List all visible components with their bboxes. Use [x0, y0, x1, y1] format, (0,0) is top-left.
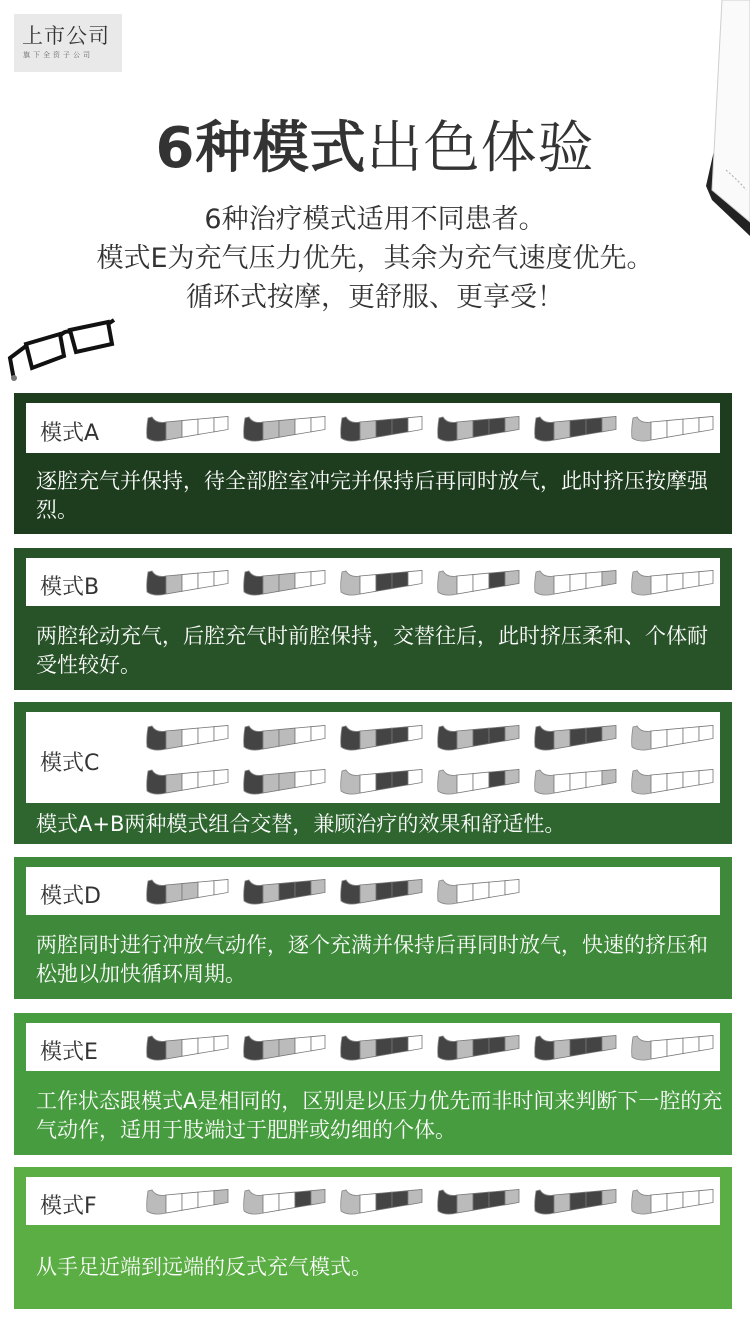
leg-chamber-segment: [489, 418, 505, 435]
leg-chamber-segment: [360, 730, 376, 749]
leg-chamber-segment: [392, 727, 408, 744]
mode-label: 模式C: [40, 751, 100, 776]
leg-icon: [435, 1033, 521, 1063]
mode-card-d: [14, 857, 732, 999]
leg-chamber-segment: [699, 725, 713, 740]
leg-chamber-segment: [376, 728, 392, 746]
leg-chamber-segment: [182, 573, 198, 591]
leg-chamber-segment: [376, 882, 392, 900]
leg-foot-segment: [632, 1190, 651, 1214]
leg-foot-segment: [535, 417, 554, 441]
leg-chamber-segment: [198, 418, 214, 435]
leg-foot-segment: [632, 770, 651, 794]
leg-chamber-segment: [360, 575, 376, 594]
leg-chamber-segment: [651, 575, 667, 594]
leg-chamber-segment: [554, 1194, 570, 1213]
leg-chamber-segment: [360, 884, 376, 903]
leg-icon: [532, 414, 618, 444]
leg-chamber-segment: [473, 882, 489, 900]
leg-chamber-segment: [360, 774, 376, 793]
leg-chamber-segment: [505, 1035, 519, 1050]
leg-chamber-segment: [182, 882, 198, 900]
mode-description: 模式A+B两种模式组合交替，兼顾治疗的效果和舒适性。: [36, 812, 566, 836]
leg-chamber-segment: [651, 421, 667, 440]
mode-description: 逐腔充气并保持，待全部腔室冲完并保持后再同时放气，此时挤压按摩强烈。: [36, 469, 708, 522]
leg-foot-segment: [535, 1190, 554, 1214]
leg-foot-segment: [341, 880, 360, 904]
page-title-bold: 6种模式: [155, 116, 367, 181]
leg-icon: [629, 414, 715, 444]
leg-chamber-segment: [311, 416, 325, 431]
leg-chamber-segment: [683, 572, 699, 589]
leg-foot-segment: [244, 770, 263, 794]
leg-chamber-segment: [473, 1192, 489, 1210]
leg-foot-segment: [341, 417, 360, 441]
leg-chamber-segment: [392, 881, 408, 898]
leg-foot-segment: [535, 726, 554, 750]
leg-icon: [241, 1033, 327, 1063]
leg-foot-segment: [147, 880, 166, 904]
leg-chamber-segment: [295, 881, 311, 898]
leg-foot-segment: [438, 417, 457, 441]
leg-chamber-segment: [295, 727, 311, 744]
leg-chamber-segment: [198, 881, 214, 898]
leg-chamber-segment: [667, 573, 683, 591]
leg-chamber-segment: [602, 1035, 616, 1050]
leg-chamber-segment: [263, 575, 279, 594]
leg-foot-segment: [438, 571, 457, 595]
leg-icon: [338, 568, 424, 598]
leg-foot-segment: [147, 726, 166, 750]
leg-foot-segment: [244, 417, 263, 441]
leg-chamber-segment: [263, 730, 279, 749]
leg-chamber-segment: [166, 421, 182, 440]
leg-chamber-segment: [570, 728, 586, 746]
leg-chamber-segment: [376, 1038, 392, 1056]
page-title-rest: 出色体验: [366, 116, 595, 181]
leg-icon: [241, 767, 327, 797]
leg-foot-segment: [341, 770, 360, 794]
leg-chamber-segment: [554, 421, 570, 440]
leg-chamber-segment: [505, 416, 519, 431]
leg-chamber-segment: [699, 570, 713, 585]
leg-chamber-segment: [311, 769, 325, 784]
leg-chamber-segment: [182, 772, 198, 790]
leg-foot-segment: [147, 571, 166, 595]
leg-chamber-segment: [166, 1040, 182, 1059]
leg-icon: [338, 1187, 424, 1217]
leg-chamber-segment: [408, 416, 422, 431]
leg-chamber-segment: [473, 419, 489, 437]
leg-chamber-segment: [263, 421, 279, 440]
leg-foot-segment: [341, 1190, 360, 1214]
mode-label: 模式E: [40, 1040, 98, 1065]
leg-chamber-segment: [279, 772, 295, 790]
leg-chamber-segment: [683, 771, 699, 788]
intro-text: [0, 200, 750, 317]
leg-chamber-segment: [586, 1037, 602, 1054]
mode-label: 模式D: [40, 884, 101, 909]
leg-icon: [435, 877, 521, 907]
leg-foot-segment: [632, 417, 651, 441]
leg-chamber-segment: [392, 572, 408, 589]
leg-icon: [338, 414, 424, 444]
leg-icon: [241, 723, 327, 753]
leg-icon: [144, 767, 230, 797]
leg-icon: [144, 723, 230, 753]
leg-chamber-segment: [473, 1038, 489, 1056]
leg-chamber-segment: [570, 772, 586, 790]
mode-diagram-panel: [26, 1177, 720, 1225]
leg-icon: [338, 767, 424, 797]
leg-foot-segment: [147, 1190, 166, 1214]
page-title: [0, 104, 750, 184]
leg-icon: [435, 767, 521, 797]
company-logo: [14, 14, 122, 72]
leg-chamber-segment: [279, 1192, 295, 1210]
leg-chamber-segment: [408, 1035, 422, 1050]
leg-chamber-segment: [279, 728, 295, 746]
mode-description: 工作状态跟模式A是相同的，区别是以压力优先而非时间来判断下一腔的充气动作，适用于肢端过于肥胖或幼细的个体。: [36, 1089, 723, 1142]
leg-icon: [532, 1033, 618, 1063]
leg-chamber-segment: [295, 1037, 311, 1054]
leg-chamber-segment: [489, 572, 505, 589]
mode-label: 模式B: [40, 575, 100, 600]
leg-foot-segment: [535, 571, 554, 595]
leg-icon: [144, 568, 230, 598]
leg-chamber-segment: [279, 573, 295, 591]
mode-description: 从手足近端到远端的反式充气模式。: [36, 1255, 372, 1279]
leg-chamber-segment: [408, 570, 422, 585]
leg-chamber-segment: [376, 772, 392, 790]
leg-chamber-segment: [408, 769, 422, 784]
leg-icon-row: [144, 759, 720, 799]
leg-chamber-segment: [489, 1037, 505, 1054]
leg-icon-row: [144, 1179, 720, 1219]
leg-chamber-segment: [699, 416, 713, 431]
leg-chamber-segment: [198, 771, 214, 788]
leg-icon: [144, 1033, 230, 1063]
leg-chamber-segment: [295, 418, 311, 435]
leg-icon: [629, 723, 715, 753]
leg-chamber-segment: [683, 727, 699, 744]
leg-chamber-segment: [408, 879, 422, 894]
leg-foot-segment: [341, 726, 360, 750]
leg-chamber-segment: [667, 728, 683, 746]
leg-chamber-segment: [586, 1191, 602, 1208]
leg-chamber-segment: [166, 884, 182, 903]
leg-icon: [435, 414, 521, 444]
leg-icon: [532, 767, 618, 797]
leg-chamber-segment: [376, 419, 392, 437]
leg-chamber-segment: [311, 725, 325, 740]
leg-chamber-segment: [360, 1040, 376, 1059]
leg-chamber-segment: [263, 1194, 279, 1213]
intro-line: 6种治疗模式适用不同患者。: [204, 204, 546, 235]
leg-icon-row: [144, 1025, 720, 1065]
mode-label: 模式F: [40, 1194, 97, 1219]
leg-chamber-segment: [489, 727, 505, 744]
leg-chamber-segment: [360, 421, 376, 440]
leg-chamber-segment: [214, 416, 228, 431]
mode-card-f: [14, 1167, 732, 1309]
leg-icon: [629, 767, 715, 797]
leg-chamber-segment: [554, 1040, 570, 1059]
leg-chamber-segment: [214, 1189, 228, 1204]
leg-chamber-segment: [667, 1192, 683, 1210]
leg-icon: [435, 723, 521, 753]
leg-chamber-segment: [505, 725, 519, 740]
mode-diagram-panel: [26, 1023, 720, 1071]
leg-icon: [532, 723, 618, 753]
leg-foot-segment: [244, 880, 263, 904]
mode-description: 两腔轮动充气，后腔充气时前腔保持，交替往后，此时挤压柔和、个体耐受性较好。: [36, 624, 708, 677]
leg-chamber-segment: [683, 1191, 699, 1208]
leg-icon: [338, 723, 424, 753]
leg-chamber-segment: [457, 421, 473, 440]
leg-foot-segment: [341, 1036, 360, 1060]
mode-diagram-panel: [26, 403, 720, 453]
leg-chamber-segment: [198, 1037, 214, 1054]
leg-chamber-segment: [586, 727, 602, 744]
leg-icon: [435, 568, 521, 598]
leg-chamber-segment: [311, 570, 325, 585]
leg-icon: [241, 414, 327, 444]
leg-foot-segment: [438, 1036, 457, 1060]
leg-icon: [144, 1187, 230, 1217]
leg-chamber-segment: [408, 1189, 422, 1204]
leg-chamber-segment: [554, 774, 570, 793]
leg-chamber-segment: [683, 1037, 699, 1054]
leg-chamber-segment: [602, 1189, 616, 1204]
leg-icon-row: [144, 869, 720, 909]
leg-chamber-segment: [586, 418, 602, 435]
leg-chamber-segment: [311, 1035, 325, 1050]
leg-chamber-segment: [602, 570, 616, 585]
leg-chamber-segment: [263, 1040, 279, 1059]
mode-diagram-panel: [26, 867, 720, 915]
leg-icon: [629, 1033, 715, 1063]
leg-chamber-segment: [408, 725, 422, 740]
leg-icon-row: [144, 406, 720, 446]
leg-chamber-segment: [570, 419, 586, 437]
leg-icon: [338, 1033, 424, 1063]
leg-chamber-segment: [295, 1191, 311, 1208]
leg-icon-row: [144, 715, 720, 755]
leg-chamber-segment: [489, 771, 505, 788]
leg-chamber-segment: [198, 572, 214, 589]
leg-chamber-segment: [457, 774, 473, 793]
leg-chamber-segment: [570, 1192, 586, 1210]
leg-chamber-segment: [311, 1189, 325, 1204]
mode-label: 模式A: [40, 421, 100, 446]
leg-chamber-segment: [214, 570, 228, 585]
leg-icon-row: [144, 560, 720, 600]
leg-chamber-segment: [602, 725, 616, 740]
leg-chamber-segment: [473, 772, 489, 790]
leg-chamber-segment: [586, 771, 602, 788]
mode-diagram-panel: [26, 558, 720, 606]
leg-foot-segment: [244, 571, 263, 595]
leg-chamber-segment: [683, 418, 699, 435]
mode-card-b: [14, 548, 732, 690]
leg-chamber-segment: [182, 419, 198, 437]
leg-chamber-segment: [214, 725, 228, 740]
leg-chamber-segment: [699, 1035, 713, 1050]
leg-chamber-segment: [279, 1038, 295, 1056]
leg-chamber-segment: [279, 882, 295, 900]
leg-chamber-segment: [505, 769, 519, 784]
logo-name: 上市公司: [22, 24, 110, 48]
leg-chamber-segment: [360, 1194, 376, 1213]
leg-chamber-segment: [376, 573, 392, 591]
leg-chamber-segment: [457, 730, 473, 749]
leg-chamber-segment: [376, 1192, 392, 1210]
leg-icon: [629, 568, 715, 598]
leg-chamber-segment: [166, 575, 182, 594]
leg-icon: [532, 568, 618, 598]
leg-chamber-segment: [457, 1040, 473, 1059]
leg-chamber-segment: [457, 1194, 473, 1213]
leg-chamber-segment: [392, 1037, 408, 1054]
leg-foot-segment: [438, 1190, 457, 1214]
leg-icon: [241, 877, 327, 907]
leg-foot-segment: [244, 726, 263, 750]
leg-chamber-segment: [489, 881, 505, 898]
leg-chamber-segment: [667, 419, 683, 437]
leg-chamber-segment: [198, 727, 214, 744]
leg-chamber-segment: [699, 769, 713, 784]
mode-card-a: [14, 393, 732, 534]
leg-chamber-segment: [602, 416, 616, 431]
logo-tagline: 旗下全资子公司: [23, 51, 93, 59]
mode-card-c: [14, 702, 732, 844]
mode-diagram-panel: [26, 712, 720, 803]
leg-foot-segment: [244, 1036, 263, 1060]
leg-chamber-segment: [214, 769, 228, 784]
leg-chamber-segment: [505, 570, 519, 585]
leg-foot-segment: [632, 1036, 651, 1060]
leg-chamber-segment: [392, 1191, 408, 1208]
leg-foot-segment: [535, 1036, 554, 1060]
leg-foot-segment: [147, 770, 166, 794]
leg-chamber-segment: [651, 774, 667, 793]
leg-chamber-segment: [554, 730, 570, 749]
leg-chamber-segment: [182, 728, 198, 746]
leg-chamber-segment: [505, 1189, 519, 1204]
leg-chamber-segment: [166, 1194, 182, 1213]
mode-description: 两腔同时进行冲放气动作，逐个充满并保持后再同时放气，快速的挤压和松弛以加快循环周期。: [36, 933, 708, 986]
leg-chamber-segment: [295, 771, 311, 788]
intro-line: 循环式按摩，更舒服、更享受！: [186, 282, 564, 313]
leg-foot-segment: [438, 880, 457, 904]
leg-chamber-segment: [570, 1038, 586, 1056]
mode-card-e: [14, 1013, 732, 1155]
leg-chamber-segment: [392, 771, 408, 788]
leg-chamber-segment: [505, 879, 519, 894]
leg-chamber-segment: [489, 1191, 505, 1208]
leg-foot-segment: [341, 571, 360, 595]
leg-chamber-segment: [457, 884, 473, 903]
leg-chamber-segment: [263, 884, 279, 903]
leg-chamber-segment: [554, 575, 570, 594]
leg-chamber-segment: [473, 573, 489, 591]
leg-chamber-segment: [586, 572, 602, 589]
leg-chamber-segment: [166, 774, 182, 793]
leg-icon: [629, 1187, 715, 1217]
leg-foot-segment: [632, 726, 651, 750]
leg-chamber-segment: [651, 1194, 667, 1213]
leg-chamber-segment: [263, 774, 279, 793]
leg-foot-segment: [632, 571, 651, 595]
leg-chamber-segment: [651, 1040, 667, 1059]
leg-chamber-segment: [311, 879, 325, 894]
leg-icon: [435, 1187, 521, 1217]
leg-chamber-segment: [651, 730, 667, 749]
glasses-icon: [4, 318, 118, 388]
leg-chamber-segment: [166, 730, 182, 749]
leg-chamber-segment: [473, 728, 489, 746]
leg-chamber-segment: [699, 1189, 713, 1204]
leg-chamber-segment: [214, 1035, 228, 1050]
leg-chamber-segment: [667, 772, 683, 790]
leg-chamber-segment: [392, 418, 408, 435]
leg-icon: [241, 568, 327, 598]
leg-icon: [338, 877, 424, 907]
leg-chamber-segment: [295, 572, 311, 589]
leg-chamber-segment: [602, 769, 616, 784]
leg-chamber-segment: [570, 573, 586, 591]
leg-foot-segment: [147, 417, 166, 441]
leg-icon: [241, 1187, 327, 1217]
leg-chamber-segment: [182, 1038, 198, 1056]
leg-chamber-segment: [279, 419, 295, 437]
leg-foot-segment: [438, 770, 457, 794]
leg-chamber-segment: [214, 879, 228, 894]
intro-line: 模式E为充气压力优先，其余为充气速度优先。: [96, 243, 654, 274]
leg-chamber-segment: [457, 575, 473, 594]
leg-icon: [532, 1187, 618, 1217]
leg-icon: [144, 877, 230, 907]
leg-chamber-segment: [667, 1038, 683, 1056]
leg-foot-segment: [535, 770, 554, 794]
leg-icon: [144, 414, 230, 444]
leg-chamber-segment: [198, 1191, 214, 1208]
leg-foot-segment: [244, 1190, 263, 1214]
leg-chamber-segment: [182, 1192, 198, 1210]
leg-foot-segment: [438, 726, 457, 750]
leg-foot-segment: [147, 1036, 166, 1060]
